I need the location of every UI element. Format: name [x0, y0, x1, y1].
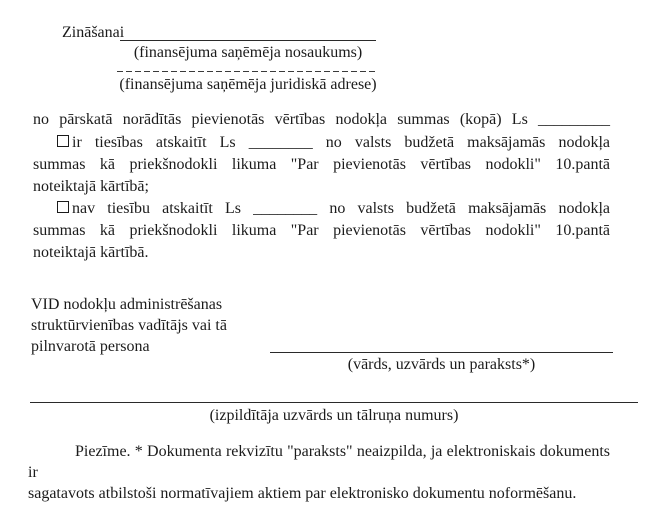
option-deduct-line2: summas kā priekšnodokli likuma "Par pievienotās vērtības nodokli" 10.pantā [33, 156, 610, 173]
option-no-deduct-line3: noteiktajā kārtībā. [33, 244, 149, 261]
to-label: Zināšanai [62, 24, 125, 41]
executor-caption: (izpildītāja uzvārds un tālruņa numurs) [209, 407, 459, 424]
official-title-line2: struktūrvienības vadītājs vai tā [31, 317, 227, 334]
option-deduct-line1: ir tiesības atskaitīt Ls ________ no valsts budžetā maksājamās nodokļa [72, 134, 610, 151]
option-deduct-line3: noteiktajā kārtībā; [33, 178, 149, 195]
no-deduct-checkbox-icon[interactable] [57, 201, 69, 213]
recipient-address-caption: (finansējuma saņēmēja juridiskā adrese) [119, 76, 377, 93]
note-line1: Piezīme. * Dokumenta rekvizītu "paraksts" neaizpilda, ja elektroniskais dokuments ir [28, 443, 610, 481]
official-title-block [31, 294, 281, 357]
recipient-address-line[interactable] [117, 71, 376, 72]
executor-line[interactable] [30, 402, 638, 403]
recipient-name-line[interactable] [120, 40, 376, 41]
deduct-checkbox-icon[interactable] [57, 135, 69, 147]
option-deduct-paragraph [33, 132, 610, 198]
option-no-deduct-paragraph [33, 198, 610, 264]
note-paragraph [28, 441, 610, 504]
option-no-deduct-line2: summas kā priekšnodokli likuma "Par pievienotās vērtības nodokli" 10.pantā [33, 222, 610, 239]
signature-line[interactable] [270, 352, 613, 353]
official-title-line1: VID nodokļu administrēšanas [31, 296, 223, 313]
signature-caption: (vārds, uzvārds un paraksts*) [347, 356, 536, 373]
intro-line: no pārskatā norādītās pievienotās vērtības nodokļa summas (kopā) Ls _________ [33, 111, 610, 128]
option-no-deduct-line1: nav tiesību atskaitīt Ls ________ no valsts budžetā maksājamās nodokļa [72, 200, 610, 217]
note-line2: sagatavots atbilstoši normatīvajiem aktiem par elektronisko dokumentu noformēšanu. [28, 485, 577, 502]
recipient-name-caption: (finansējuma saņēmēja nosaukums) [133, 44, 363, 61]
official-title-line3: pilnvarotā persona [31, 338, 150, 355]
